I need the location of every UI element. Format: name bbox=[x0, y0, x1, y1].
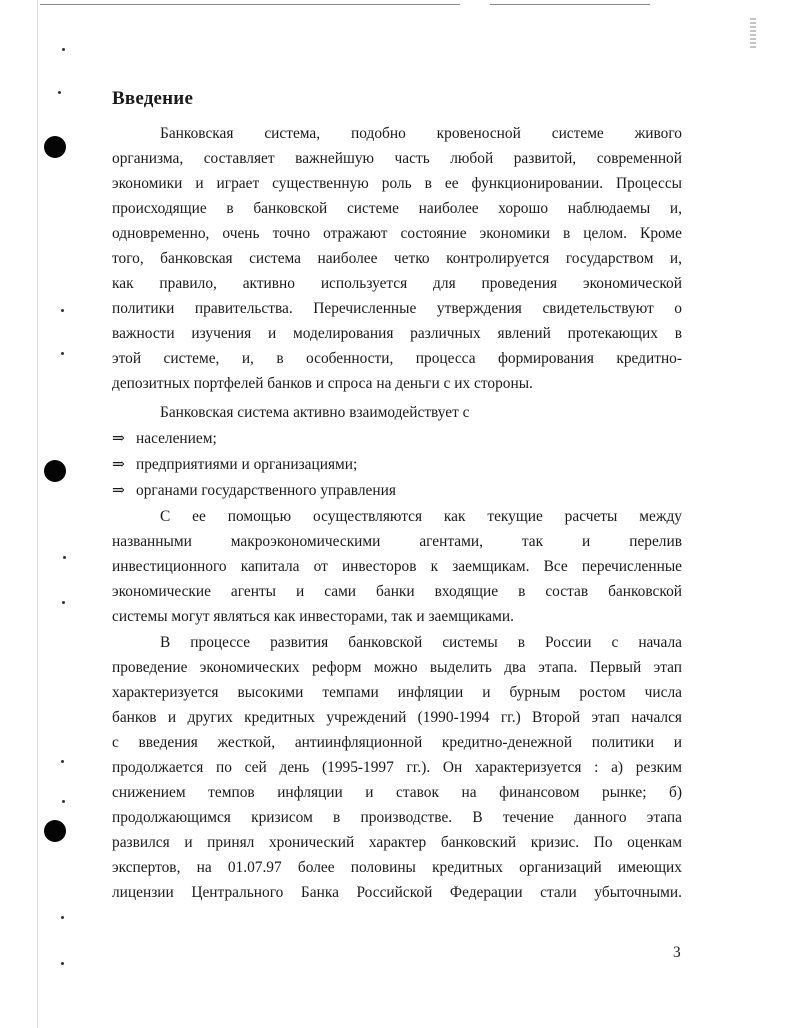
text-line: происходящие в банковской системе наиболее хорошо наблюдаемы и, bbox=[112, 200, 682, 217]
list-intro: Банковская система активно взаимодействует с bbox=[160, 404, 470, 421]
punch-hole bbox=[44, 136, 66, 158]
text-line: В процессе развития банковской системы в России с начала bbox=[160, 634, 682, 651]
list-item-text: органами государственного управления bbox=[136, 482, 396, 499]
page-heading: Введение bbox=[112, 88, 194, 109]
arrow-icon: ⇒ bbox=[112, 430, 125, 447]
scan-left-edge bbox=[37, 0, 38, 1028]
text-line: экспертов, на 01.07.97 более половины кредитных организаций имеющих bbox=[112, 859, 682, 876]
scan-speck bbox=[62, 601, 65, 604]
text-line: экономические агенты и сами банки входящие в состав банковской bbox=[112, 583, 682, 600]
scan-speck bbox=[62, 48, 65, 51]
scan-speck bbox=[61, 962, 64, 965]
scan-speck bbox=[58, 91, 61, 94]
text-line: системы могут являться как инвесторами, так и заемщиками. bbox=[112, 608, 514, 625]
text-line: развился и принял хронический характер банковский кризис. По оценкам bbox=[112, 834, 682, 851]
list-item bbox=[112, 429, 217, 449]
text-line: проведение экономических реформ можно выделить два этапа. Первый этап bbox=[112, 659, 682, 676]
text-line: депозитных портфелей банков и спроса на деньги с их стороны. bbox=[112, 375, 533, 392]
scan-top-edge bbox=[40, 4, 460, 5]
scan-speck bbox=[62, 800, 65, 803]
text-line: этой системе, и, в особенности, процесса формирования кредитно- bbox=[112, 350, 682, 367]
scan-speck bbox=[61, 760, 64, 763]
text-line: экономики и играет существенную роль в ее функционировании. Процессы bbox=[112, 175, 682, 192]
stamp-mark bbox=[750, 18, 756, 48]
text-line: названными макроэкономическими агентами, так и перелив bbox=[112, 533, 682, 550]
text-line: с введения жесткой, антиинфляционной кредитно-денежной политики и bbox=[112, 734, 682, 751]
punch-hole bbox=[44, 820, 66, 842]
text-line: важности изучения и моделирования различных явлений протекающих в bbox=[112, 325, 682, 342]
list-item bbox=[112, 455, 357, 475]
text-line: снижением темпов инфляции и ставок на финансовом рынке; б) bbox=[112, 784, 682, 801]
list-item-text: населением; bbox=[136, 430, 217, 447]
arrow-icon: ⇒ bbox=[112, 456, 125, 473]
scan-speck bbox=[61, 309, 64, 312]
text-line: инвестиционного капитала от инвесторов к заемщикам. Все перечисленные bbox=[112, 558, 682, 575]
text-line: Банковская система, подобно кровеносной системе живого bbox=[160, 125, 682, 142]
text-line: одновременно, очень точно отражают состояние экономики в целом. Кроме bbox=[112, 225, 682, 242]
text-line: характеризуется высокими темпами инфляции и бурным ростом числа bbox=[112, 684, 682, 701]
scan-speck bbox=[61, 916, 64, 919]
text-line: организма, составляет важнейшую часть любой развитой, современной bbox=[112, 150, 682, 167]
list-item-text: предприятиями и организациями; bbox=[136, 456, 358, 473]
text-line: продолжающимся кризисом в производстве. В течение данного этапа bbox=[112, 809, 682, 826]
text-line: того, банковская система наиболее четко контролируется государством и, bbox=[112, 250, 682, 267]
scan-speck bbox=[61, 352, 64, 355]
text-line: лицензии Центрального Банка Российской Федерации стали убыточными. bbox=[112, 884, 682, 901]
text-line: политики правительства. Перечисленные утверждения свидетельствуют о bbox=[112, 300, 682, 317]
text-line: С ее помощью осуществляются как текущие расчеты между bbox=[160, 508, 682, 525]
text-line: продолжается по сей день (1995-1997 гг.). Он характеризуется : а) резким bbox=[112, 759, 682, 776]
text-line: как правило, активно используется для проведения экономической bbox=[112, 275, 682, 292]
page-number: 3 bbox=[673, 944, 681, 961]
text-line: банков и других кредитных учреждений (1990-1994 гг.) Второй этап начался bbox=[112, 709, 682, 726]
scan-speck bbox=[63, 556, 66, 559]
arrow-icon: ⇒ bbox=[112, 482, 125, 499]
punch-hole bbox=[44, 460, 66, 482]
list-item bbox=[112, 481, 396, 501]
scan-top-edge bbox=[490, 4, 650, 5]
